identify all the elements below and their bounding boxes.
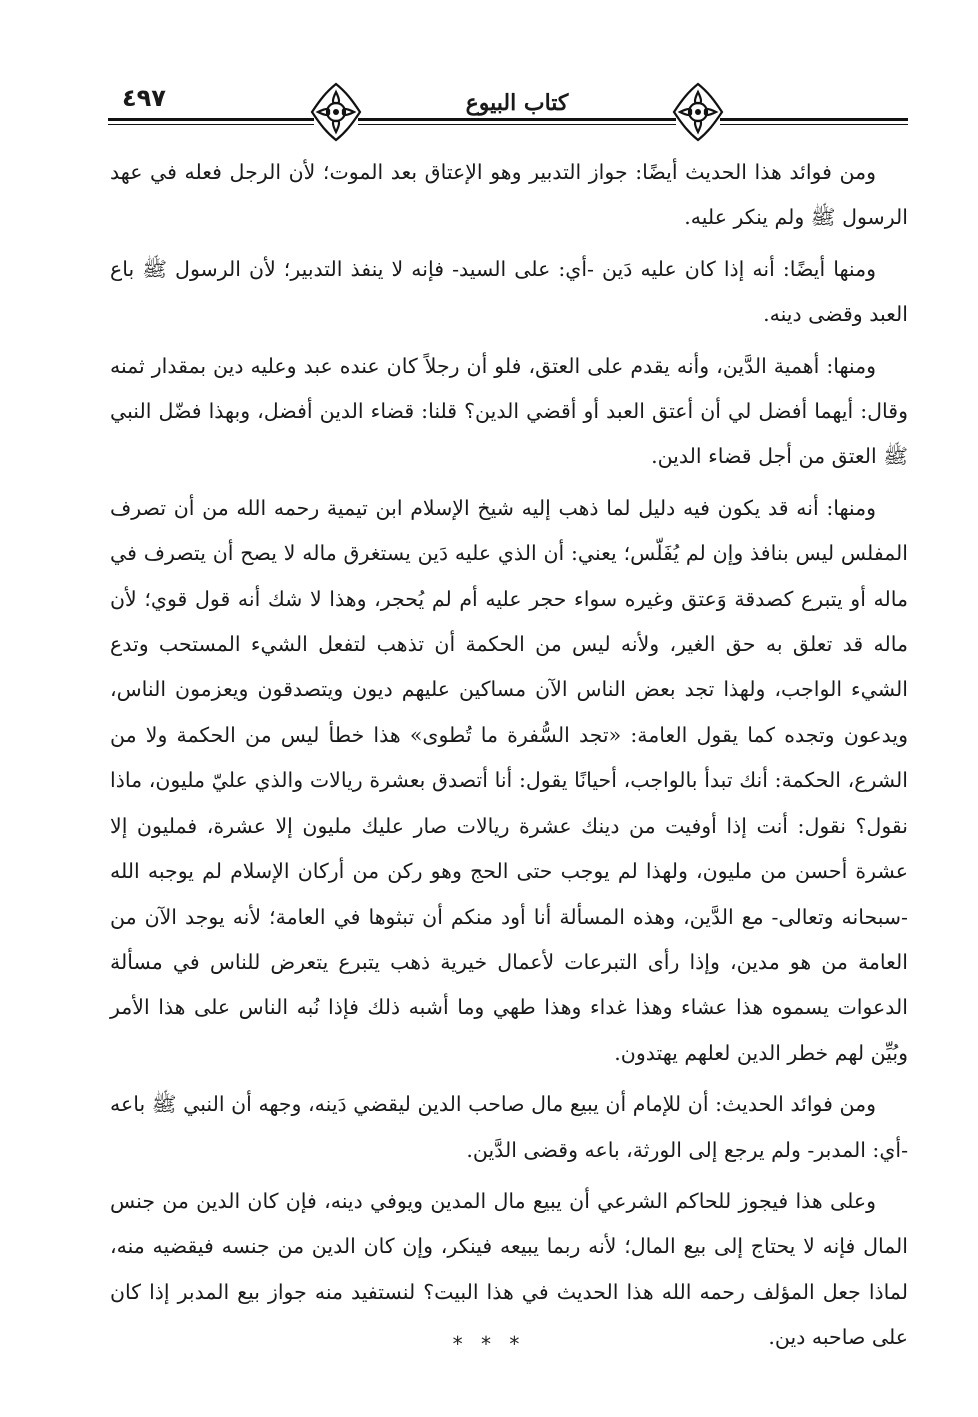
ornament-right-icon	[668, 78, 728, 148]
page-number: ٤٩٧	[118, 84, 170, 112]
running-title: كتاب البيوع	[368, 90, 666, 116]
section-separator: * * *	[452, 1332, 526, 1356]
header-rule-thin	[108, 124, 908, 125]
paragraph-5: ومن فوائد الحديث: أن للإمام أن يبيع مال صاحب الدين ليقضي دَينه، وجهه أن النبي ﷺ باعه -أي: المدبر- ولم يرجع إلى الورثة، باعه وقضى الدَّين.	[110, 1092, 908, 1162]
paragraph-4: ومنها: أنه قد يكون فيه دليل لما ذهب إليه شيخ الإسلام ابن تيمية رحمه الله من أن تصرف المفلس ليس بنافذ وإن لم يُفَلّس؛ يعني: أن الذي عليه دَين يستغرق ماله لا يصح أن يتصرف في ماله أو يتبرع كصدقة وَعتق وغيره سواء حجر عليه أم لم يُحجر، وهذا لا شك أنه قول قوي؛ لأن ماله قد تعلق به حق الغير، ولأنه ليس من الحكمة أن تذهب لتفعل الشيء المستحب وتدع الشيء الواجب، ولهذا تجد بعض الناس الآن مساكين عليهم ديون ويتصدقون ويعزمون الناس، ويدعون وتجده كما يقول العامة: «تجد السُّفرة ما تُطوى» هذا خطأ ليس من الحكمة ولا من الشرع، الحكمة: أنك تبدأ بالواجب، أحيانًا يقول: أنا أتصدق بعشرة ريالات والذي عليّ مليون، ماذا نقول؟ نقول: أنت إذا أوفيت من دينك عشرة ريالات صار عليك مليون إلا عشرة، فمليون إلا عشرة أحسن من مليون، ولهذا لم يوجب حتى الحج وهو ركن من أركان الإسلام لم يوجبه الله -سبحانه وتعالى- مع الدَّين، وهذه المسألة أنا أود منكم أن تبثوها في العامة؛ لأنه يوجد الآن من العامة من هو مدين، وإذا رأى التبرعات لأعمال خيرية ذهب يتبرع يتعرض للناس في مسألة الدعوات يسموه هذا عشاء وهذا غداء وهذا طهي وما أشبه ذلك فإذا نُبه الناس على هذا الأمر وبُيِّن لهم خطر الدين لعلهم يهتدون.	[110, 495, 908, 1065]
page-header	[108, 78, 908, 146]
paragraph-3: ومنها: أهمية الدَّين، وأنه يقدم على العتق، فلو أن رجلاً كان عنده عبد وعليه دين بمقدار ثمنه وقال: أيهما أفضل لي أن أعتق العبد أو أقضي الدين؟ قلنا: قضاء الدين أفضل، وبهذا فضّل النبي ﷺ العتق من أجل قضاء الدين.	[110, 353, 908, 469]
paragraph-2: ومنها أيضًا: أنه إذا كان عليه دَين -أي: على السيد- فإنه لا ينفذ التدبير؛ لأن الرسول ﷺ باع العبد وقضى دينه.	[110, 256, 908, 327]
body-text	[110, 150, 908, 1367]
paragraph-1: ومن فوائد هذا الحديث أيضًا: جواز التدبير وهو الإعتاق بعد الموت؛ لأن الرجل فعله في عهد الرسول ﷺ ولم ينكر عليه.	[110, 160, 908, 230]
header-rule-thick	[108, 118, 908, 121]
ornament-left-icon	[306, 78, 366, 148]
paragraph-6: وعلى هذا فيجوز للحاكم الشرعي أن يبيع مال المدين ويوفي دينه، فإن كان الدين من جنس المال فإنه لا يحتاج إلى بيع المال؛ لأنه ربما يبيعه فينكر، وإن كان الدين من جنسه فيقضيه منه، لماذا جعل المؤلف رحمه الله هذا الحديث في هذا البيت؟ لنستفيد منه جواز بيع المدبر إذا كان على صاحبه دين.	[110, 1188, 908, 1350]
